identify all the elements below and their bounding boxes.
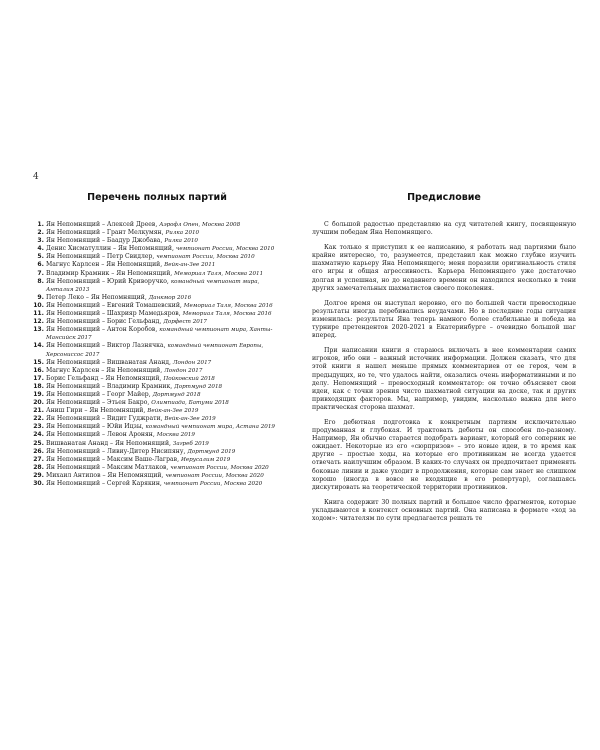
game-event: Вейк-ан-Зее 2019	[147, 408, 199, 415]
game-number: 3 .	[33, 237, 44, 245]
game-number: 8 .	[33, 278, 44, 286]
game-number: 12 .	[33, 318, 44, 326]
game-number: 18 .	[33, 383, 44, 391]
preface-paragraph: Книга содержит 30 полных партий и большое число фрагментов, которые укладываются в контекст основных партий. Она написана в формате «ход за ходом»: читателям по сути предлагается решать те	[312, 498, 576, 522]
game-number: 5 .	[33, 253, 44, 261]
game-list-item	[33, 456, 281, 464]
game-number: 26 .	[33, 448, 44, 456]
game-players: Петер Леко – Ян Непомнящий,	[46, 293, 147, 301]
game-list-item	[33, 480, 281, 488]
game-players: Ян Непомнящий – Максим Матлаков,	[46, 463, 169, 471]
game-list-item	[33, 431, 281, 439]
game-event: Аэрофл Опен, Москва 2008	[159, 222, 241, 228]
game-players: Ян Непомнящий – Юрий Криворучко,	[46, 277, 169, 285]
game-players: Ян Непомнящий – Алексей Дреев,	[46, 221, 158, 228]
game-number: 16 .	[33, 367, 44, 375]
game-event: Иерусалим 2019	[180, 456, 231, 463]
page-number: 4	[33, 172, 39, 182]
game-list-item	[33, 302, 281, 310]
game-event: командный чемпионат мира, Ханты-Мансийск 2017	[46, 327, 273, 342]
game-number: 13 .	[33, 326, 44, 334]
game-number: 20 .	[33, 399, 44, 407]
game-list-item	[33, 423, 281, 431]
game-list-item	[33, 399, 281, 407]
game-players: Магнус Карлсен – Ян Непомнящий,	[46, 261, 163, 269]
game-number: 11 .	[33, 310, 44, 318]
game-list-item	[33, 310, 281, 318]
game-event: Дортмунд 2018	[152, 391, 201, 398]
game-event: Дортмунд 2019	[187, 448, 236, 455]
game-players: Ян Непомнящий – Виктор Лазнячка,	[46, 342, 166, 350]
game-list-item	[33, 270, 281, 278]
game-number: 1 .	[33, 221, 44, 229]
games-list-section	[33, 192, 281, 488]
game-list-item	[33, 245, 281, 253]
game-event: Рилка 2010	[165, 230, 200, 237]
game-list-item	[33, 261, 281, 269]
game-list-item	[33, 415, 281, 423]
game-players: Ян Непомнящий – Евгений Томашевский,	[46, 301, 182, 309]
preface-paragraph: Его дебютная подготовка к конкретным партиям исключительно продуманная и глубокая. И трактовать дебюты он способен по-разному. Например, Ян обычно старается подобрать вариант, который его соперник не ожидает. Некоторые из его «сюрпризов» – это новые идеи, в то время как другие – простые ходы, на которые его противникам не всегда удается отвечать наилучшим образом. В каких-то случаях он предпочитает применять боковые линии и даже уходит в продолжения, которые сам знает не слишком хорошо (иногда в вовсе не входящие в его репертуар), соглашаясь дискутировать на теоретической территории противников.	[312, 418, 576, 491]
game-list-item	[33, 440, 281, 448]
game-number: 7 .	[33, 270, 44, 278]
game-list-item	[33, 342, 281, 358]
game-event: командный чемпионат мира, Анталия 2013	[46, 278, 260, 293]
game-players: Ян Непомнящий – Грант Мелкумян,	[46, 229, 164, 237]
game-number: 30 .	[33, 480, 44, 488]
game-players: Ян Непомнящий – Петр Свидлер,	[46, 253, 155, 261]
game-list-item	[33, 237, 281, 245]
game-list-item	[33, 383, 281, 391]
game-players: Ян Непомнящий – Борис Гельфанд,	[46, 318, 162, 326]
game-event: Мемориал Таля, Москва 2011	[174, 270, 264, 277]
game-number: 24 .	[33, 431, 44, 439]
game-event: чемпионат России, Москва 2010	[175, 246, 275, 253]
game-list-item	[33, 375, 281, 383]
game-event: Пойковский 2018	[163, 375, 215, 382]
game-event: чемпионат России, Москва 2020	[165, 472, 264, 479]
game-list-item	[33, 318, 281, 326]
game-list-item	[33, 367, 281, 375]
game-players: Ян Непомнящий – Видит Гуджрати,	[46, 415, 163, 423]
game-players: Ян Непомнящий – Юйи Ицзы,	[46, 423, 144, 431]
game-list-item	[33, 448, 281, 456]
game-players: Ян Непомнящий – Шахрияр Мамедьяров,	[46, 310, 181, 318]
game-players: Магнус Карлсен – Ян Непомнящий,	[46, 366, 163, 374]
preface-section	[312, 192, 576, 530]
game-list-item	[33, 229, 281, 237]
game-players: Борис Гельфанд – Ян Непомнящий,	[46, 374, 162, 382]
game-number: 2 .	[33, 229, 44, 237]
game-players: Ян Непомнящий – Георг Майер,	[46, 390, 151, 398]
game-event: Вейк-ан-Зее 2011	[164, 262, 216, 269]
games-list-title: Перечень полных партий	[87, 192, 227, 203]
preface-paragraph: Как только я приступил к ее написанию, я работать над партиями было крайне интересно, то, разумеется, представил как можно глубже изучить шахматную карьеру Яна Непомнящего; меня поразили оригинальность стиля его игры и общая агрессивность. Карьера Непомнящего уже достаточно долгая и успешная, но до недавнего времени он находился несколько в тени других замечательных шахматистов своего поколения.	[312, 244, 576, 292]
game-players: Михаил Антипов – Ян Непомнящий,	[46, 471, 164, 479]
game-number: 29 .	[33, 472, 44, 480]
game-event: Мемориал Таля, Москва 2016	[182, 311, 272, 318]
game-number: 9 .	[33, 294, 44, 302]
game-event: Дорфест 2017	[163, 319, 207, 326]
game-number: 19 .	[33, 391, 44, 399]
game-number: 25 .	[33, 440, 44, 448]
game-event: Данкмор 2016	[148, 294, 192, 301]
game-event: чемпионат России, Москва 2010	[156, 254, 255, 261]
game-players: Ян Непомнящий – Сергей Карякин,	[46, 480, 162, 487]
game-event: Олимпиада, Батуми 2018	[151, 400, 229, 407]
game-number: 14 .	[33, 342, 44, 350]
games-list	[33, 221, 281, 488]
game-number: 6 .	[33, 261, 44, 269]
game-event: Лондон 2017	[172, 359, 212, 366]
game-players: Ян Непомнящий – Владимир Крамник,	[46, 382, 173, 390]
game-players: Денис Хисматуллин – Ян Непомнящий,	[46, 245, 174, 253]
game-list-item	[33, 221, 281, 229]
game-event: Рилка 2010	[164, 238, 198, 245]
preface-paragraph: С большой радостью представляю на суд читателей книгу, посвященную лучшим победам Яна Непомнящего.	[312, 221, 576, 237]
game-players: Ян Непомнящий – Баадур Джобава,	[46, 237, 163, 245]
game-event: чемпионат России, Москва 2020	[163, 481, 263, 487]
game-players: Ян Непомнящий – Левон Аронян,	[46, 431, 155, 439]
game-number: 10 .	[33, 302, 44, 310]
game-list-item	[33, 464, 281, 472]
game-list-item	[33, 359, 281, 367]
game-event: Москва 2019	[156, 432, 195, 439]
game-number: 17 .	[33, 375, 44, 383]
game-event: Дортмунд 2018	[174, 383, 223, 390]
game-number: 4 .	[33, 245, 44, 253]
preface-body	[312, 221, 576, 523]
game-event: Лондон 2017	[164, 367, 203, 374]
game-players: Ян Непомнящий – Вишванатан Ананд,	[46, 358, 171, 366]
game-number: 22 .	[33, 415, 44, 423]
game-event: Вейк-ан-Зее 2019	[164, 416, 216, 423]
game-event: Загреб 2019	[172, 440, 209, 447]
game-list-item	[33, 407, 281, 415]
game-list-item	[33, 326, 281, 342]
game-number: 28 .	[33, 464, 44, 472]
game-number: 27 .	[33, 456, 44, 464]
game-list-item	[33, 278, 281, 294]
preface-paragraph: При написании книги я стараюсь включать в нее комментарии самих игроков, ибо они – важный источник информации. Должен сказать, что для этой книги я нашел меньше прямых комментариев от ее героя, чем в предыдущих, но те, что удалось найти, оказались очень информативными и по делу. Непомнящий – превосходный комментатор: он точно объясняет свои идеи, как с точки зрения чисто шахматной ситуации на доске, так и других привходящих факторов. Мы, например, увидим, насколько важна для него практическая сторона шахмат.	[312, 347, 576, 411]
game-event: Мемориал Таля, Москва 2016	[183, 302, 273, 309]
preface-paragraph: Долгое время он выступал неровно, его по большей части превосходные результаты иногда перебивались неудачами. Но в последние годы ситуация изменилась: результаты Яна теперь намного более стабильные и победа на турнире претендентов 2020-2021 в Екатеринбурге – очевидно большой шаг вперед.	[312, 299, 576, 340]
game-event: командный чемпионат мира, Астана 2019	[145, 424, 275, 431]
game-list-item	[33, 472, 281, 480]
game-number: 21 .	[33, 407, 44, 415]
preface-title: Предисловие	[407, 192, 481, 203]
game-players: Ян Непомнящий – Ливиу-Дитер Нисипяну,	[46, 447, 186, 455]
game-players: Владимир Крамник – Ян Непомнящий,	[46, 269, 173, 277]
game-list-item	[33, 253, 281, 261]
game-players: Аниш Гири – Ян Непомнящий,	[46, 407, 146, 415]
game-number: 15 .	[33, 359, 44, 367]
game-players: Вишванатан Ананд – Ян Непомнящий,	[46, 439, 171, 447]
game-players: Ян Непомнящий – Максим Ваше-Лаграв,	[46, 455, 180, 463]
game-list-item	[33, 294, 281, 302]
game-event: чемпионат России, Москва 2020	[170, 464, 269, 471]
game-list-item	[33, 391, 281, 399]
game-players: Ян Непомнящий – Антон Коробов,	[46, 326, 158, 334]
game-event: командный чемпионат Европы, Херсониссос 2017	[46, 343, 264, 358]
game-players: Ян Непомнящий – Этьен Бакро,	[46, 399, 150, 407]
game-number: 23 .	[33, 423, 44, 431]
